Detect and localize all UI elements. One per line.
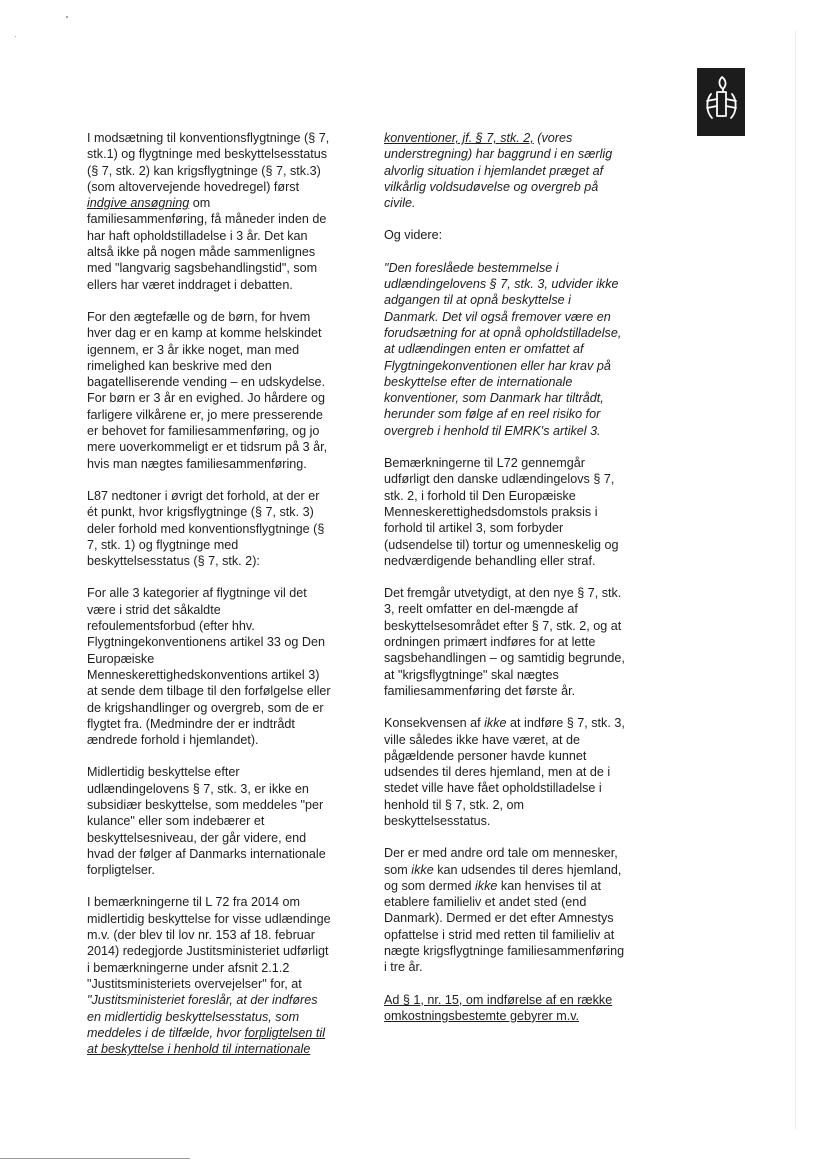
left-text-column (87, 130, 362, 1073)
text-run: ikke (475, 878, 498, 893)
scan-speck (15, 36, 16, 37)
text-run: I modsætning til konventionsflygtninge (§ 7, stk.1) og flygtninge med beskyttelsesstatus (§ 7, stk. 2) kan krigsflygtninge (§ 7, stk.3) (som altovervejende hovedregel) først (87, 131, 330, 194)
right-paragraph (384, 585, 639, 699)
text-run: I bemærkningerne til L 72 fra 2014 om midlertidig beskyttelse for visse udlændinge m.v. (der blev til lov nr. 153 af 18. februar 2014) redegjorde Justitsministeriet udførligt i bemærkningerne under afsnit 2.1.2 "Justitsministeriets overvejelser" for, at (87, 895, 331, 991)
right-paragraph (384, 260, 639, 439)
text-run: For alle 3 kategorier af flygtninge vil det være i strid det såkaldte refoulementsforbud (efter hhv. Flygtningekonventionens artikel 33 og Den Europæiske Menneskerettighedskonventions artikel 3) at sende dem tilbage til den forfølgelse eller de krigshandlinger og overgreb, som de er flygtet fra. (Medmindre der er indtrådt ændrede forhold i hjemlandet). (87, 586, 331, 748)
text-run: (vores understregning) har baggrund i en særlig alvorlig situation i hjemlandet præget af vilkårlig voldsudøvelse og overgreb på civile. (384, 131, 613, 211)
right-paragraph (384, 455, 639, 569)
right-paragraph (384, 130, 639, 211)
text-run: forpligtelsen til at beskyttelse i henhold til internationale (87, 1025, 326, 1057)
left-paragraph (87, 309, 362, 472)
text-run: kan udsendes til deres hjemland, og som dermed (384, 862, 622, 893)
right-paragraph (384, 845, 639, 975)
left-paragraph (87, 488, 362, 569)
amnesty-candle-icon (697, 68, 745, 136)
right-paragraph (384, 227, 639, 243)
text-run: indgive ansøgning (87, 196, 190, 211)
right-paragraph (384, 715, 639, 829)
text-run: at indføre § 7, stk. 3, ville således ikke have været, at de pågældende personer havde kunnet udsendes til deres hjemland, men at de i stedet ville have fået opholdstilladelse i henhold til § 7, stk. 2, om beskyttelsesstatus. (384, 716, 625, 828)
text-run: Og videre: (384, 228, 443, 243)
scan-speck (66, 16, 68, 18)
text-run: "Den foreslåede bestemmelse i udlændingelovens § 7, stk. 3, udvider ikke adgangen til at opnå beskyttelse i Danmark. Det vil også fremover være en forudsætning for at opnå opholdstilladelse, at udlændingen enten er omfattet af Flygtningekonventionen eller har krav på beskyttelse efter de internationale konventioner, som Danmark har tiltrådt, herunder som følge af en reel risiko for overgreb i henhold til EMRK's artikel 3. (384, 260, 622, 438)
amnesty-logo (697, 68, 745, 136)
text-run: ikke (411, 862, 434, 877)
left-paragraph (87, 764, 362, 878)
text-run: Ad § 1, nr. 15, om indførelse af en række omkostningsbestemte gebyrer m.v. (384, 992, 613, 1023)
text-run: Konsekvensen af (384, 716, 485, 731)
text-run: ikke (484, 716, 507, 731)
scan-edge (795, 30, 796, 1130)
scan-line (0, 1158, 190, 1159)
text-run: om familiesammenføring, få måneder inden de har haft opholdstilladelse i 3 år. Det kan altså ikke på nogen måde sammenlignes med "langvarig sagsbehandlingstid", som ellers har været inddraget i debatten. (87, 196, 327, 292)
left-paragraph (87, 130, 362, 293)
left-paragraph (87, 894, 362, 1057)
text-run: Midlertidig beskyttelse efter udlændingelovens § 7, stk. 3, er ikke en subsidiær beskyttelse, som meddeles "per kulance" eller som indebærer et beskyttelsesniveau, der går videre, end hvad der følger af Danmarks internationale forpligtelser. (87, 765, 326, 878)
text-run: L87 nedtoner i øvrigt det forhold, at der er ét punkt, hvor krigsflygtninge (§ 7, stk. 3) deler forhold med konventionsflygtninge (§ 7, stk. 1) og flygtninge med beskyttelsesstatus (§ 7, stk. 2): (87, 488, 325, 569)
text-run: kan henvises til at etablere familieliv et andet sted (end Danmark). Dermed er det efter Amnestys opfattelse i strid med retten til familieliv at nægte krigsflygtninge familiesammenføring i tre år. (384, 878, 625, 975)
text-run: Der er med andre ord tale om mennesker, som (384, 846, 618, 877)
left-paragraph (87, 585, 362, 748)
right-text-column (384, 130, 639, 1040)
right-paragraph (384, 992, 639, 1025)
text-run: konventioner, jf. § 7, stk. 2, (384, 131, 534, 145)
text-run: For den ægtefælle og de børn, for hvem hver dag er en kamp at komme helskindet igennem, er 3 år ikke noget, man med rimelighed kan beskrive med den bagatelliserende vending – en udskydelse. For børn er 3 år en evighed. Jo hårdere og farligere vilkårene er, jo mere presserende er behovet for familiesammenføring, og jo mere uoverkommeligt er et tidsrum på 3 år, hvis man nægtes familiesammenføring. (87, 309, 328, 471)
text-run: Bemærkningerne til L72 gennemgår udførligt den danske udlændingelovs § 7, stk. 2, i forhold til Den Europæiske Menneskerettighedsdomstols praksis i forhold til artikel 3, som forbyder (udsendelse til) tortur og umenneskelig og nedværdigende behandling eller straf. (384, 456, 619, 568)
text-run: "Justitsministeriet foreslår, at der indføres en midlertidig beskyttelsesstatus, som meddeles i de tilfælde, hvor (87, 993, 318, 1040)
text-run: Det fremgår utvetydigt, at den nye § 7, stk. 3, reelt omfatter en del-mængde af beskyttelsesområdet efter § 7, stk. 2, og at ordningen primært indføres for at lette sagsbehandlingen – og samtidig begrunde, at "krigsflygtninge" skal nægtes familiesammenføring det første år. (384, 586, 625, 698)
